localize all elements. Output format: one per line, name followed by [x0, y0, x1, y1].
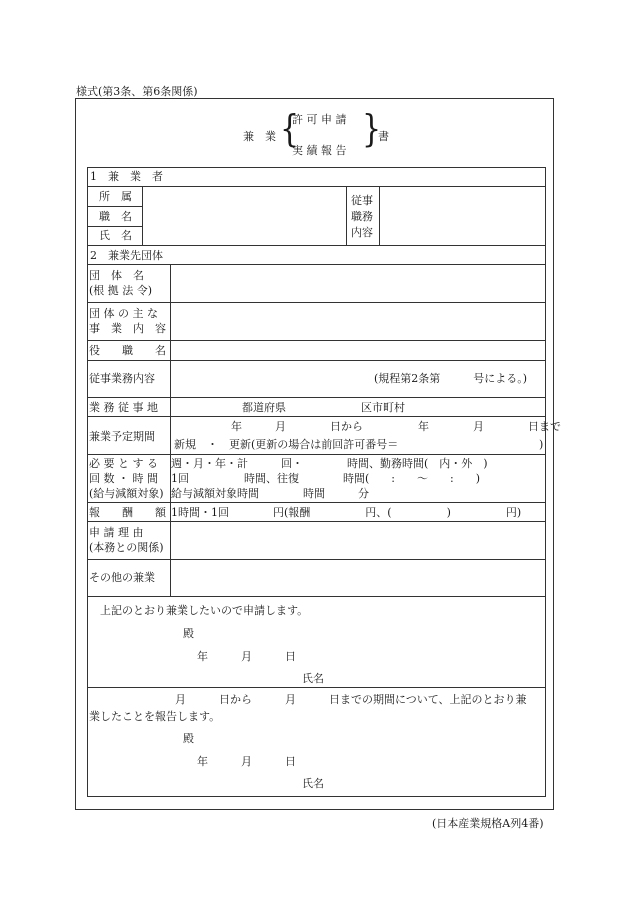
label-org-business-1: 団 体 の 主 な — [89, 307, 158, 320]
label-org-name-2: (根 拠 法 令) — [89, 284, 153, 297]
section1-title: 1 兼 業 者 — [90, 170, 163, 183]
label-period: 兼業予定期間 — [89, 430, 155, 443]
title-option-permit: 許 可 申 請 — [292, 113, 347, 126]
label-workplace: 業 務 従 事 地 — [89, 401, 158, 414]
label-reason-1: 申 請 理 由 — [89, 526, 144, 539]
application-date: 年 月 日 — [197, 650, 296, 663]
label-hours-1: 必 要 と す る — [89, 457, 158, 470]
report-statement-2: 業したことを報告します。 — [89, 710, 221, 723]
application-addressee: 殿 — [183, 627, 194, 640]
report-date: 年 月 日 — [197, 755, 296, 768]
period-line2: 新規 ・ 更新(更新の場合は前回許可番号＝ — [174, 438, 399, 451]
workplace-pref: 都道府県 — [242, 401, 286, 414]
label-org-business-2: 事 業 内 容 — [89, 322, 166, 335]
label-main-duty-3: 内容 — [351, 226, 373, 239]
right-brace: } — [362, 107, 382, 152]
report-signature: 氏名 — [302, 777, 324, 790]
title-right: 書 — [378, 130, 389, 143]
hours-line2: 1回 時間、往復 時間( : 〜 : ) — [171, 472, 480, 485]
period-close: ) — [539, 438, 544, 451]
pay-line: 1時間・1回 円(報酬 円、( ) 円) — [171, 506, 522, 519]
application-signature: 氏名 — [302, 672, 324, 685]
form-label: 様式(第3条、第6条関係) — [76, 85, 198, 98]
application-statement: 上記のとおり兼業したいので申請します。 — [100, 604, 309, 617]
label-other-jobs: その他の兼業 — [89, 571, 155, 584]
workplace-city: 区市町村 — [361, 401, 405, 414]
label-post: 職 名 — [99, 210, 132, 223]
footer-note: (日本産業規格A列4番) — [432, 817, 544, 830]
label-name: 氏 名 — [99, 229, 132, 242]
label-org-name-1: 団 体 名 — [89, 269, 144, 282]
section2-title: 2 兼業先団体 — [90, 249, 163, 262]
label-pay: 報 酬 額 — [89, 506, 166, 519]
report-addressee: 殿 — [183, 732, 194, 745]
hours-line1: 週・月・年・計 回・ 時間、勤務時間( 内・外 ) — [171, 457, 488, 470]
label-role: 役 職 名 — [89, 344, 166, 357]
title-option-report: 実 績 報 告 — [292, 144, 347, 157]
label-affiliation: 所 属 — [99, 190, 132, 203]
duty-content-note: (規程第2条第 号による。) — [374, 372, 528, 385]
label-hours-3: (給与減額対象) — [89, 487, 164, 500]
period-line1: 年 月 日から 年 月 日まで — [231, 420, 561, 433]
label-main-duty-1: 従事 — [351, 194, 373, 207]
label-reason-2: (本務との関係) — [89, 541, 164, 554]
label-main-duty-2: 職務 — [351, 210, 373, 223]
report-statement-1: 月 日から 月 日までの期間について、上記のとおり兼 — [175, 693, 527, 706]
label-hours-2: 回 数 ・ 時 間 — [89, 472, 158, 485]
hours-line3: 給与減額対象時間 時間 分 — [171, 487, 369, 500]
title-left: 兼 業 — [243, 130, 276, 143]
label-duty-content: 従事業務内容 — [89, 372, 155, 385]
left-brace: { — [280, 107, 300, 152]
